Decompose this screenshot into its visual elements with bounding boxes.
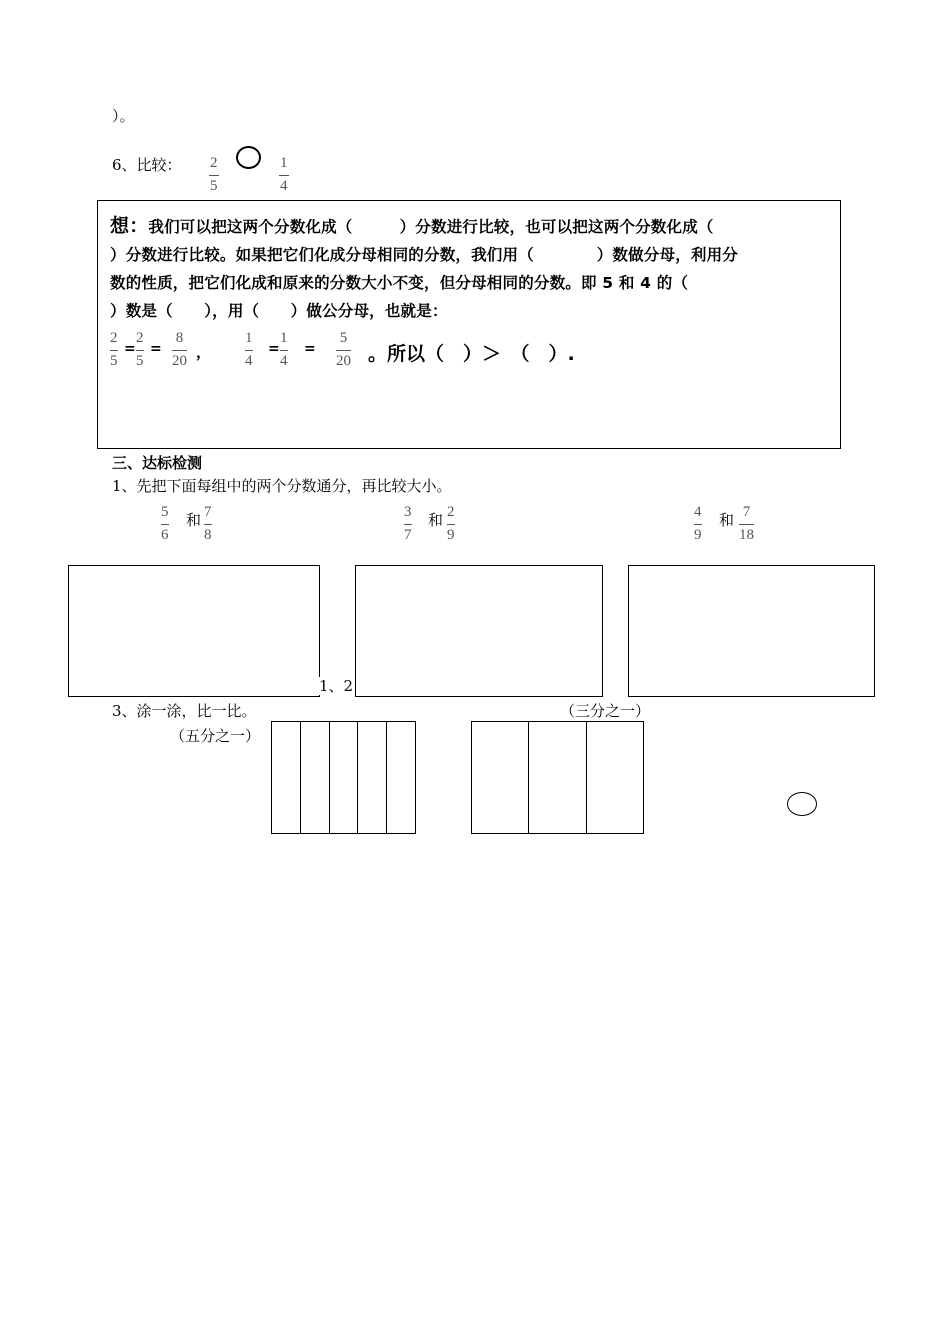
answer-box-1[interactable] bbox=[68, 565, 320, 697]
fifth-cell[interactable] bbox=[387, 722, 415, 833]
pair2-fraction-a: 3 7 bbox=[404, 504, 412, 543]
compare-circle[interactable] bbox=[236, 146, 261, 169]
conclusion-text: 。所以（ ）＞ （ ）. bbox=[368, 343, 575, 365]
eq1-fraction-c: 8 20 bbox=[172, 330, 187, 369]
fifth-cell[interactable] bbox=[330, 722, 359, 833]
pair3-fraction-b: 7 18 bbox=[739, 504, 754, 543]
eq1-equals-1: = bbox=[124, 341, 136, 357]
q1-instruction: 1、先把下面每组中的两个分数通分，再比较大小。 bbox=[112, 477, 452, 495]
think-line-2: ）分数进行比较。如果把它们化成分母相同的分数，我们用（ ）数做分母，利用分 bbox=[110, 246, 739, 264]
think-line-4: ）数是（ ），用（ ）做公分母，也就是： bbox=[110, 302, 448, 320]
third-cell[interactable] bbox=[472, 722, 529, 833]
answer-box-2[interactable] bbox=[355, 565, 603, 697]
continued-text: ）。 bbox=[112, 107, 135, 125]
eq2-fraction-b: 1 4 bbox=[280, 330, 288, 369]
fifth-cell[interactable] bbox=[301, 722, 330, 833]
think-box bbox=[97, 200, 841, 449]
pair1-and: 和 bbox=[186, 511, 202, 529]
pair2-and: 和 bbox=[428, 511, 444, 529]
eq2-equals-1: = bbox=[268, 341, 280, 357]
fifths-rectangle[interactable] bbox=[271, 721, 416, 834]
label-one-fifth: （五分之一） bbox=[170, 727, 261, 745]
pair3-fraction-a: 4 9 bbox=[694, 504, 702, 543]
eq1-equals-2: = bbox=[150, 341, 162, 357]
q3-instruction: 3、涂一涂，比一比。 bbox=[112, 702, 257, 720]
eq1-fraction-b: 2 5 bbox=[136, 330, 144, 369]
q6-label: 6、比较： bbox=[112, 156, 182, 174]
section-3-title: 三、达标检测 bbox=[112, 454, 203, 472]
compare-circle-2[interactable] bbox=[787, 792, 817, 816]
think-title: 想： bbox=[110, 215, 149, 237]
eq1-fraction-a: 2 5 bbox=[110, 330, 118, 369]
pair2-fraction-b: 2 9 bbox=[447, 504, 455, 543]
pair3-and: 和 bbox=[719, 511, 735, 529]
eq2-equals-2: = bbox=[304, 341, 316, 357]
overlapped-text: 1、2 bbox=[319, 677, 354, 695]
pair1-fraction-a: 5 6 bbox=[161, 504, 169, 543]
third-cell[interactable] bbox=[529, 722, 586, 833]
fraction-1-4: 1 4 bbox=[280, 155, 288, 194]
label-one-third: （三分之一） bbox=[560, 702, 651, 720]
fifth-cell[interactable] bbox=[358, 722, 387, 833]
eq2-fraction-a: 1 4 bbox=[245, 330, 253, 369]
eq2-fraction-c: 5 20 bbox=[336, 330, 351, 369]
think-line-3: 数的性质，把它们化成和原来的分数大小不变，但分母相同的分数。即 5 和 4 的（ bbox=[110, 274, 689, 292]
pair1-fraction-b: 7 8 bbox=[204, 504, 212, 543]
thirds-rectangle[interactable] bbox=[471, 721, 644, 834]
answer-box-3[interactable] bbox=[628, 565, 875, 697]
think-line-1: 想：我们可以把这两个分数化成（ ）分数进行比较，也可以把这两个分数化成（ bbox=[110, 215, 714, 237]
fifth-cell[interactable] bbox=[272, 722, 301, 833]
eq1-comma: ， bbox=[196, 343, 212, 361]
fraction-2-5: 2 5 bbox=[210, 155, 218, 194]
third-cell[interactable] bbox=[587, 722, 643, 833]
